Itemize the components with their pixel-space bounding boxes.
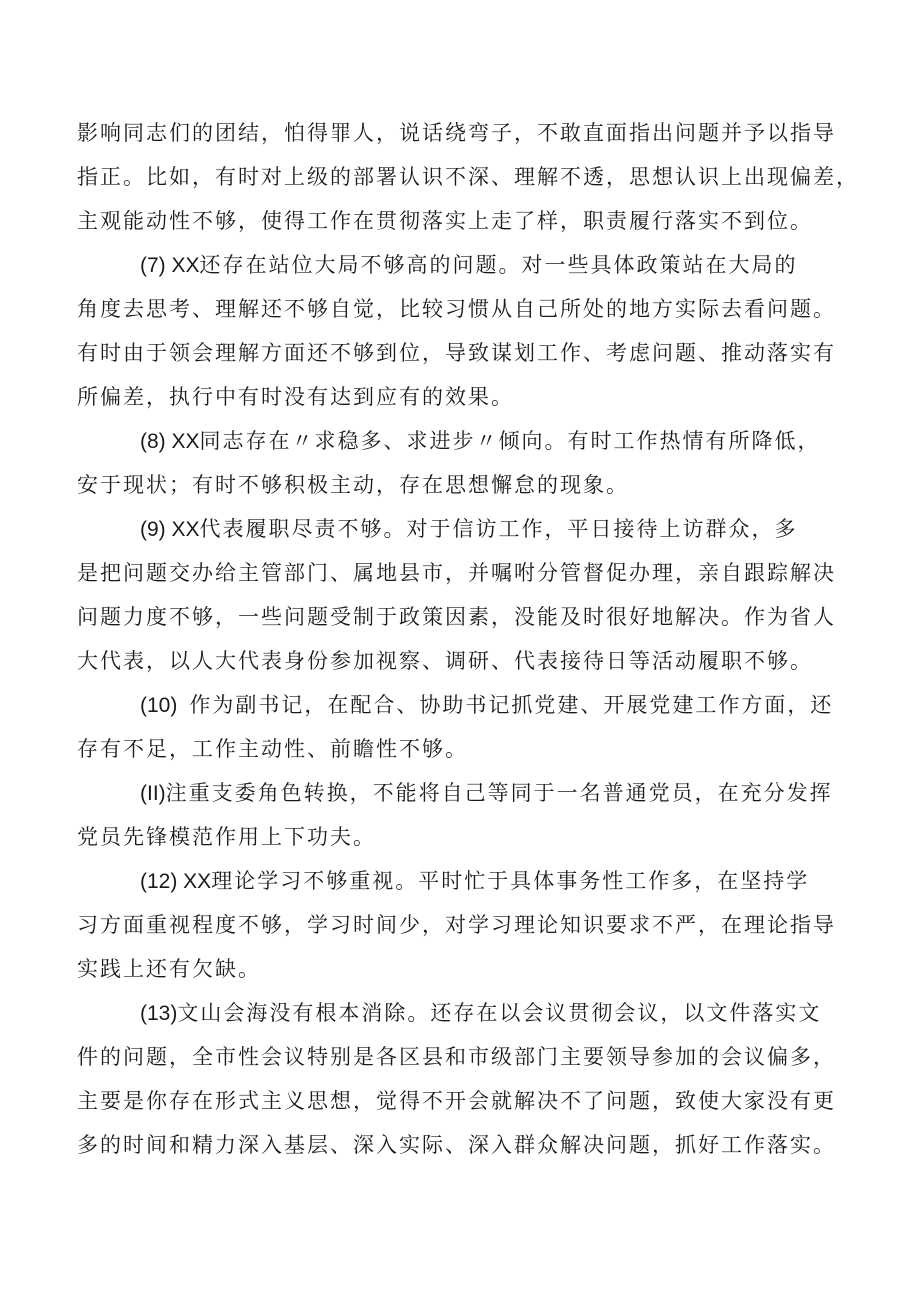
- text-line: [77, 470, 629, 500]
- line-text: 代表履职尽责不够。对于信访工作，平日接待上访群众，多: [199, 517, 798, 541]
- text-line: [77, 206, 813, 236]
- paragraph-start-line: [140, 998, 821, 1029]
- text-line: [77, 954, 261, 984]
- line-text: 存有不足，工作主动性、前瞻性不够。: [77, 737, 468, 761]
- item-number: (7) XX: [140, 254, 200, 277]
- text-line: [77, 1042, 836, 1072]
- text-line: [77, 162, 859, 192]
- line-text: 问题力度不够，一些问题受制于政策因素，没能及时很好地解决。作为省人: [77, 605, 836, 629]
- text-line: [77, 118, 836, 148]
- line-text: 注重支委角色转换，不能将自己等同于一名普通党员，在充分发挥: [165, 781, 833, 805]
- line-text: 习方面重视程度不够，学习时间少，对学习理论知识要求不严，在理论指导: [77, 913, 836, 937]
- text-line: [77, 1130, 836, 1160]
- text-line: [77, 602, 836, 632]
- line-text: 大代表，以人大代表身份参加视察、调研、代表接待日等活动履职不够。: [77, 649, 813, 673]
- paragraph-start-line: [140, 690, 833, 721]
- line-text: 所偏差，执行中有时没有达到应有的效果。: [77, 385, 514, 409]
- item-number: (9) XX: [140, 518, 200, 541]
- line-text: 指正。比如，有时对上级的部署认识不深、理解不透，思想认识上出现偏差，: [77, 165, 859, 189]
- text-line: [77, 646, 813, 676]
- item-number: (13): [140, 1002, 178, 1025]
- text-line: [77, 910, 836, 940]
- line-text: 作为副书记，在配合、协助书记抓党建、开展党建工作方面，还: [189, 693, 834, 717]
- line-text: 是把问题交办给主管部门、属地县市，并嘱咐分管督促办理，亲自跟踪解决: [77, 561, 836, 585]
- line-text: 理论学习不够重视。平时忙于具体事务性工作多，在坚持学: [211, 869, 810, 893]
- line-text: 角度去思考、理解还不够自觉，比较习惯从自己所处的地方实际去看问题。: [77, 297, 836, 321]
- text-line: [77, 294, 836, 324]
- line-text: 件的问题，全市性会议特别是各区县和市级部门主要领导参加的会议偏多，: [77, 1045, 836, 1069]
- text-line: [77, 558, 836, 588]
- text-line: [77, 382, 514, 412]
- line-text: 影响同志们的团结，怕得罪人，说话绕弯子，不敢直面指出问题并予以指导: [77, 121, 836, 145]
- item-number: (12) XX: [140, 870, 212, 893]
- text-line: [77, 822, 376, 852]
- line-text: 党员先锋模范作用上下功夫。: [77, 825, 376, 849]
- paragraph-start-line: [140, 426, 821, 457]
- paragraph-start-line: [140, 514, 798, 545]
- line-text: 同志存在〃求稳多、求进步〃倾向。有时工作热情有所降低，: [199, 429, 821, 453]
- line-text: 实践上还有欠缺。: [77, 957, 261, 981]
- text-line: [77, 1086, 836, 1116]
- line-text: 还存在站位大局不够高的问题。对一些具体政策站在大局的: [199, 253, 798, 277]
- item-number: (10): [140, 694, 178, 717]
- paragraph-start-line: [140, 250, 798, 281]
- item-number: (8) XX: [140, 430, 200, 453]
- text-line: [77, 338, 836, 368]
- line-text: 有时由于领会理解方面还不够到位，导致谋划工作、考虑问题、推动落实有: [77, 341, 836, 365]
- item-number: (II): [140, 782, 166, 805]
- line-text: 安于现状；有时不够积极主动，存在思想懈怠的现象。: [77, 473, 629, 497]
- line-text: 主观能动性不够，使得工作在贯彻落实上走了样，职责履行落实不到位。: [77, 209, 813, 233]
- text-line: [77, 734, 468, 764]
- line-text: 多的时间和精力深入基层、深入实际、深入群众解决问题，抓好工作落实。: [77, 1133, 836, 1157]
- line-text: 主要是你存在形式主义思想，觉得不开会就解决不了问题，致使大家没有更: [77, 1089, 836, 1113]
- line-text: 文山会海没有根本消除。还存在以会议贯彻会议，以文件落实文: [177, 1001, 822, 1025]
- paragraph-start-line: [140, 866, 809, 897]
- paragraph-start-line: [140, 778, 833, 809]
